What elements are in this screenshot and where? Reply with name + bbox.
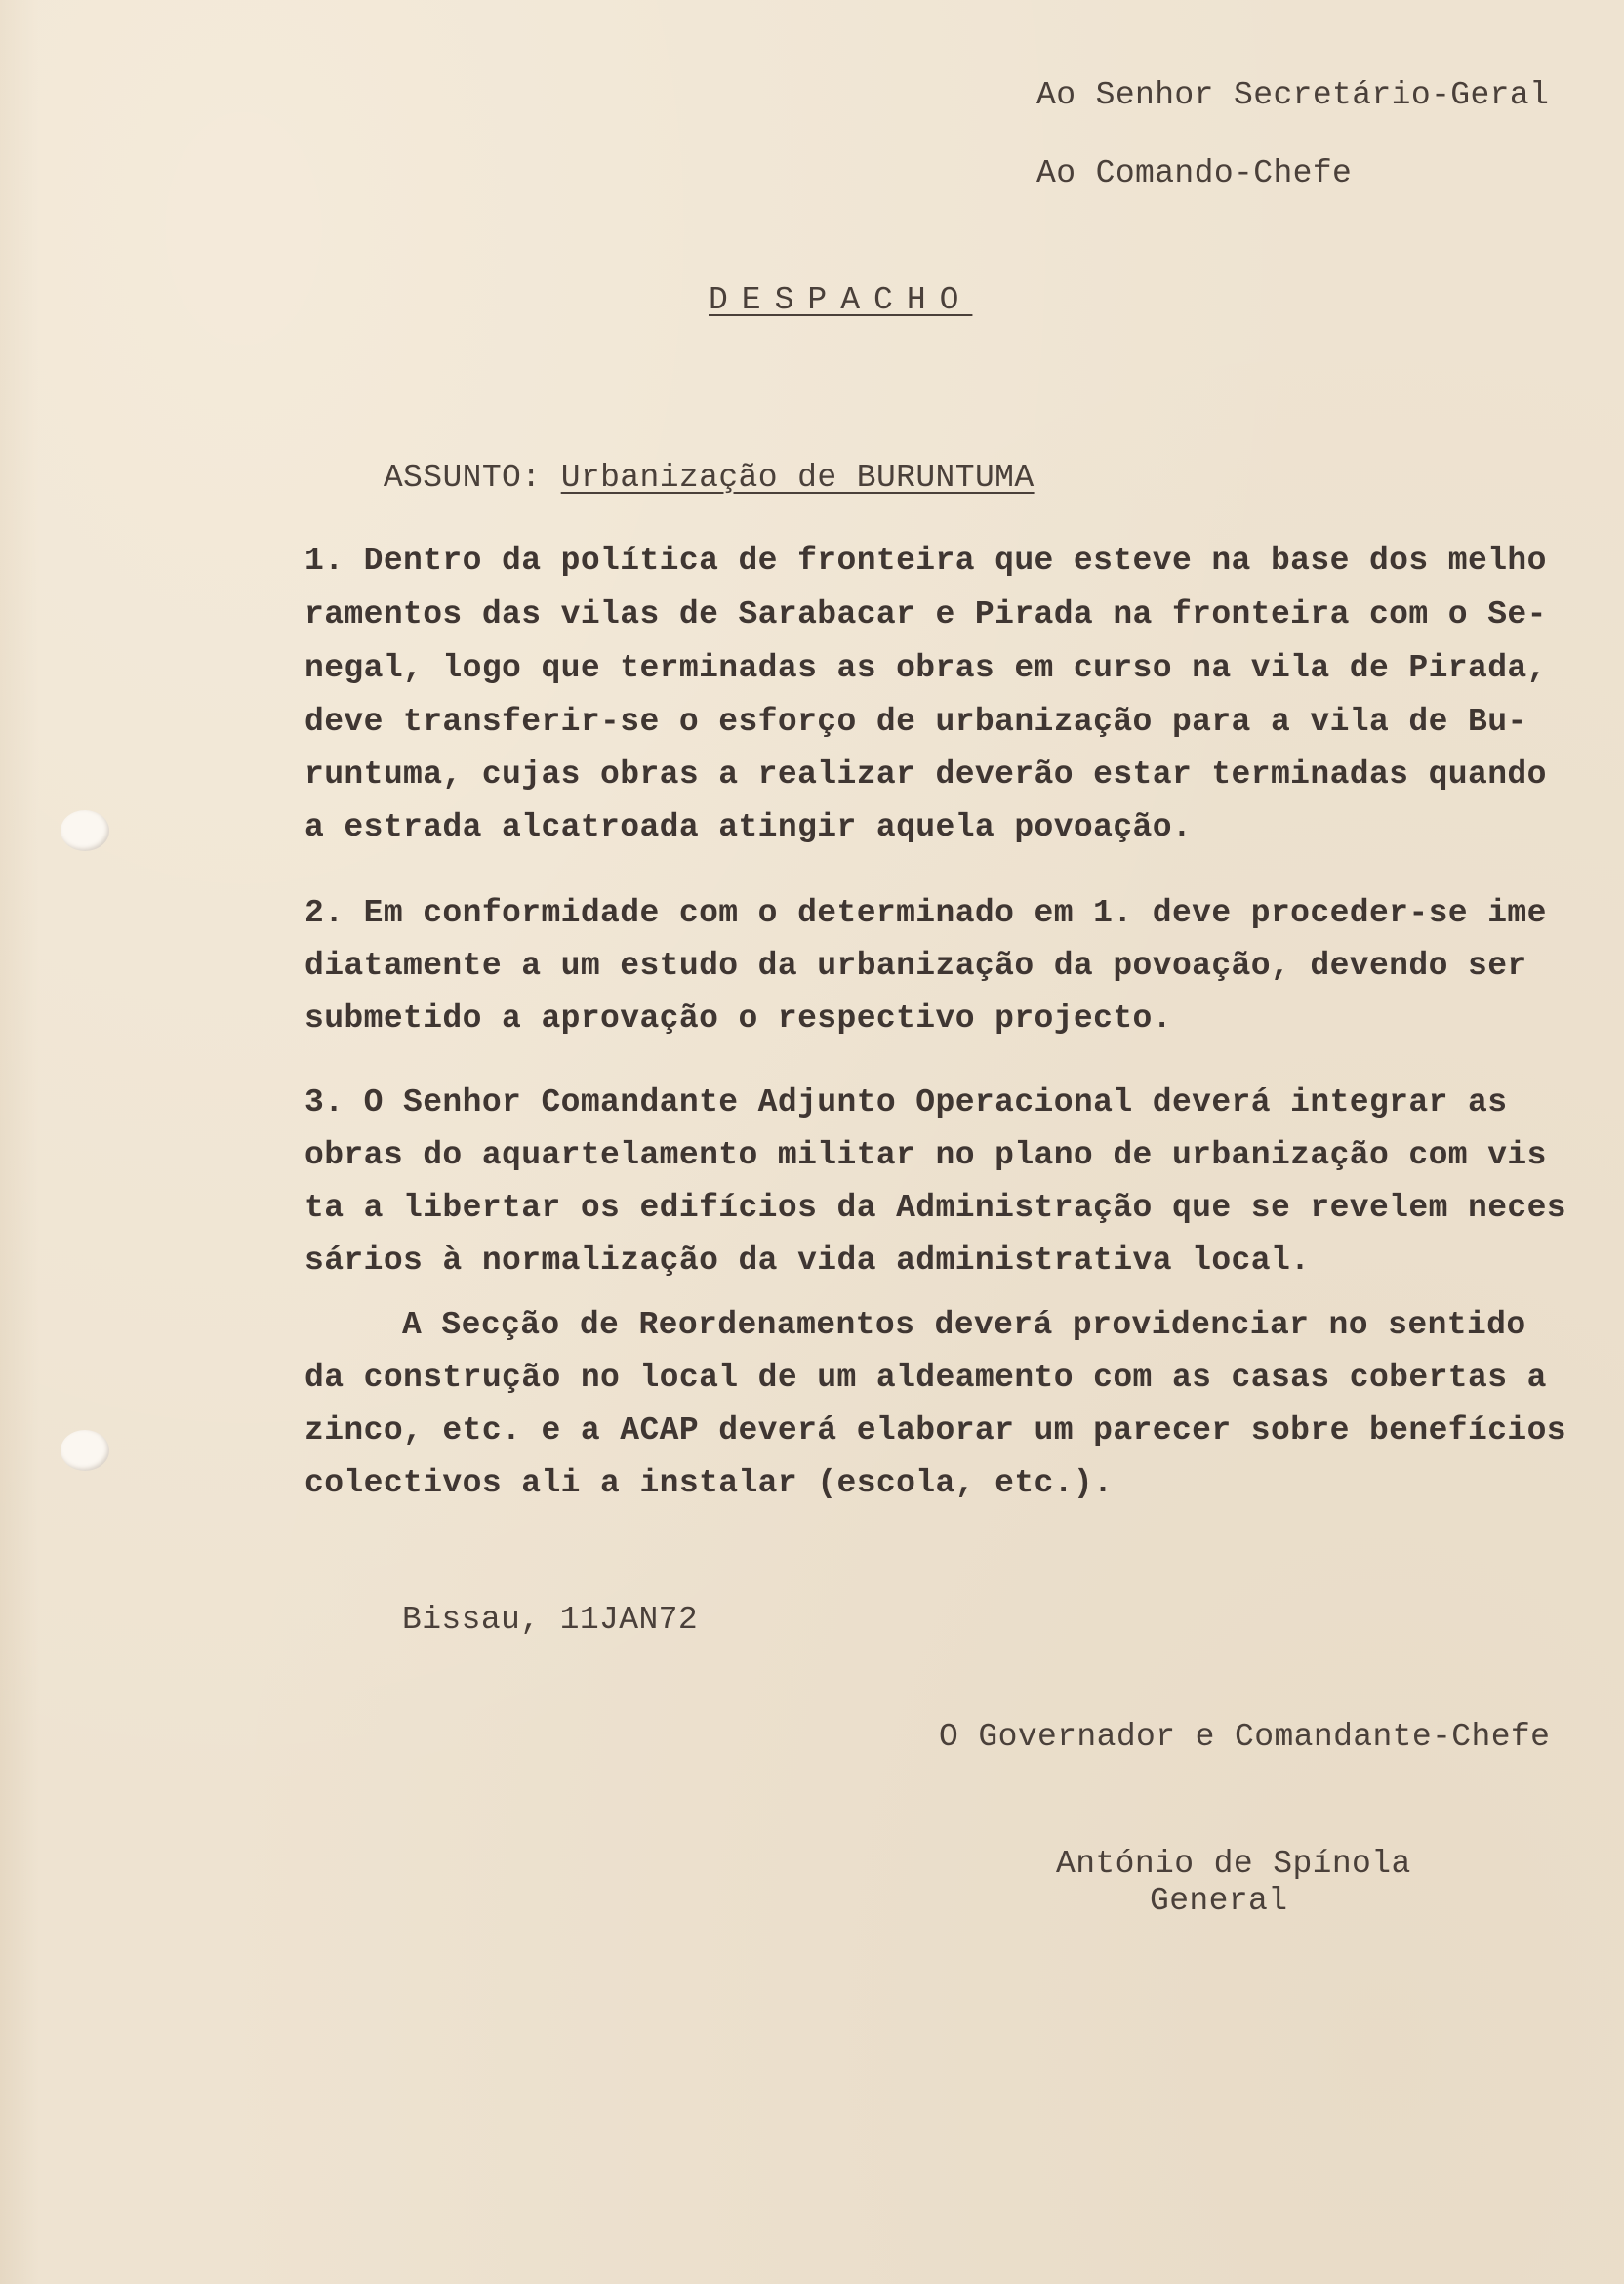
paragraph-3-line: 3. O Senhor Comandante Adjunto Operacional deverá integrar as bbox=[304, 1084, 1508, 1121]
paragraph-1-line: 1. Dentro da política de fronteira que esteve na base dos melho bbox=[304, 543, 1547, 579]
signatory-rank: General bbox=[1150, 1883, 1288, 1919]
paragraph-2-line: submetido a aprovação o respectivo projecto. bbox=[304, 1000, 1172, 1037]
paragraph-1-line: negal, logo que terminadas as obras em curso na vila de Pirada, bbox=[304, 650, 1547, 686]
subject-text: Urbanização de BURUNTUMA bbox=[560, 460, 1035, 496]
document-title: DESPACHO bbox=[709, 282, 973, 318]
punch-hole-bottom bbox=[61, 1430, 109, 1471]
paragraph-4-line: zinco, etc. e a ACAP deverá elaborar um parecer sobre benefícios bbox=[304, 1412, 1567, 1448]
addressee-command-chief: Ao Comando-Chefe bbox=[1036, 155, 1353, 191]
paragraph-4-line: da construção no local de um aldeamento com as casas cobertas a bbox=[304, 1360, 1547, 1396]
addressee-secretary-general: Ao Senhor Secretário-Geral bbox=[1036, 77, 1550, 113]
paragraph-2-line: diatamente a um estudo da urbanização da povoação, devendo ser bbox=[304, 948, 1527, 984]
paragraph-3-line: obras do aquartelamento militar no plano de urbanização com vis bbox=[304, 1137, 1547, 1173]
subject-label: ASSUNTO: bbox=[383, 460, 542, 496]
signatory-name: António de Spínola bbox=[1056, 1846, 1411, 1882]
paragraph-2-line: 2. Em conformidade com o determinado em 1. deve proceder-se ime bbox=[304, 895, 1547, 931]
paragraph-3-line: ta a libertar os edifícios da Administração que se revelem neces bbox=[304, 1190, 1567, 1226]
place-date: Bissau, 11JAN72 bbox=[402, 1602, 699, 1638]
subject-line bbox=[304, 420, 1035, 537]
punch-hole-top bbox=[61, 810, 109, 851]
paragraph-3-line: sários à normalização da vida administrativa local. bbox=[304, 1243, 1311, 1279]
paragraph-4-line: A Secção de Reordenamentos deverá providenciar no sentido bbox=[402, 1307, 1526, 1343]
paragraph-1-line: a estrada alcatroada atingir aquela povoação. bbox=[304, 809, 1193, 845]
signatory-title: O Governador e Comandante-Chefe bbox=[939, 1719, 1551, 1755]
paragraph-4-line: colectivos ali a instalar (escola, etc.). bbox=[304, 1465, 1114, 1501]
paragraph-1-line: ramentos das vilas de Sarabacar e Pirada na fronteira com o Se- bbox=[304, 596, 1547, 632]
paragraph-1-line: runtuma, cujas obras a realizar deverão estar terminadas quando bbox=[304, 756, 1547, 793]
paragraph-1-line: deve transferir-se o esforço de urbanização para a vila de Bu- bbox=[304, 704, 1527, 740]
